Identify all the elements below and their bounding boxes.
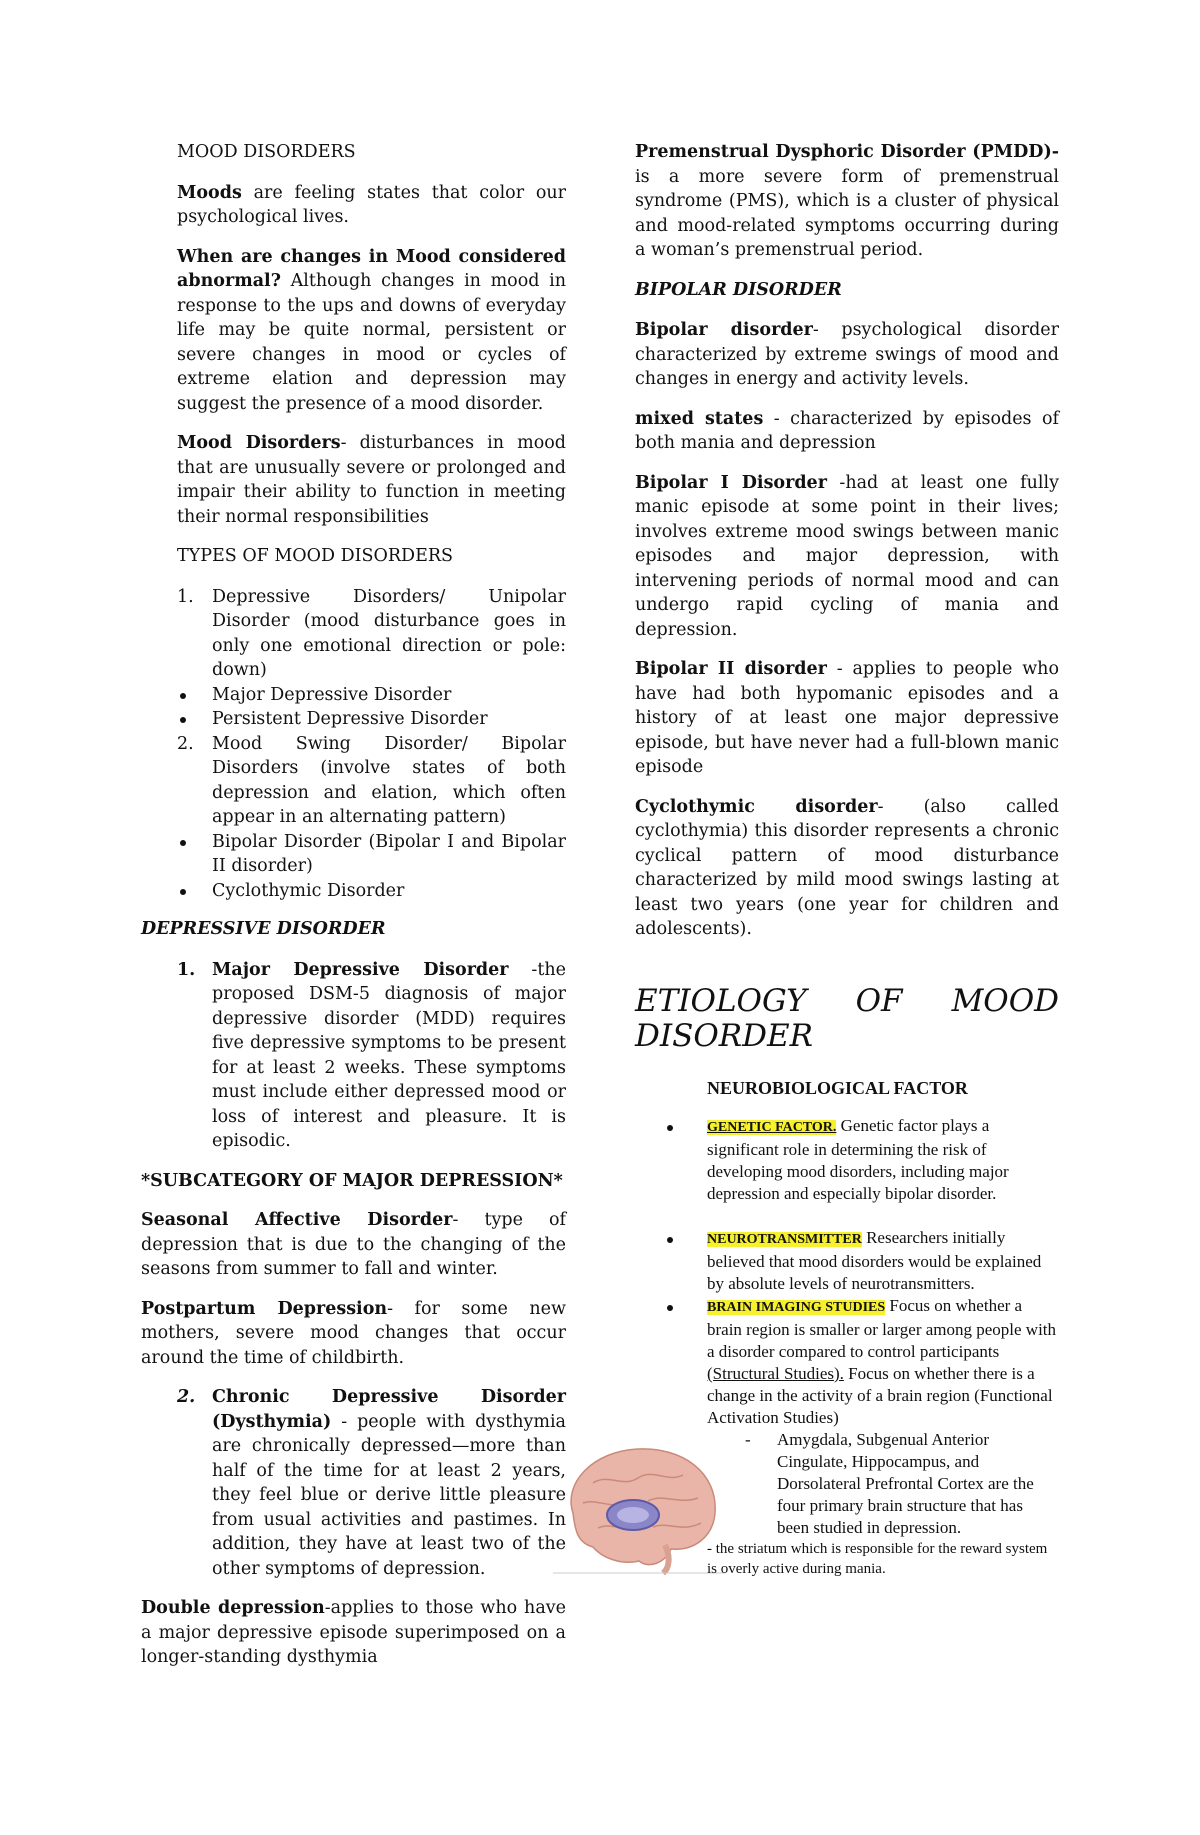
text: - psychological disorder characterized by extreme swings of mood and changes in energy and activity levels. [635,320,1059,389]
when-paragraph [177,245,566,417]
text: - for some new mothers, severe mood changes that occur around the time of childbirth. [141,1298,566,1368]
pmdd-paragraph [635,140,1059,263]
term: Cyclothymic disorder [635,796,878,817]
underlined-text: (Structural Studies). [707,1364,844,1383]
list-item [177,830,566,879]
text: Genetic factor plays a significant role in determining the risk of developing mood disorders, including major depression and especially bipolar disorder. [707,1116,1009,1203]
etiology-heading-line2: DISORDER [635,1017,813,1054]
highlighted-term: BRAIN IMAGING STUDIES [707,1300,886,1315]
bullet-icon [667,1237,673,1243]
list-text: Cyclothymic Disorder [212,880,405,901]
types-title: TYPES OF MOOD DISORDERS [177,546,454,566]
text: - (also called cyclothymia) this disorder represents a chronic cyclical pattern of mood disturbance characterized by mild mood swings lasting at least two years (one year for children and adolescents). [635,796,1059,939]
list-marker: 2. [177,733,194,754]
bullet-icon [667,1125,673,1131]
term: Bipolar I Disorder [635,472,827,493]
list-text: Persistent Depressive Disorder [212,709,488,729]
term: Moods [177,182,242,203]
text: Researchers initially believed that mood disorders would be explained by absolute levels of neurotransmitters. [707,1228,1042,1293]
bipolar-title: BIPOLAR DISORDER [635,279,842,300]
types-list [177,585,566,904]
bipolar-ii-paragraph [635,657,1059,780]
neurobiological-title: NEUROBIOLOGICAL FACTOR [707,1077,968,1098]
term: Mood Disorders [177,433,341,453]
list-item [177,585,566,683]
genetic-item [635,1115,1059,1205]
text: -the proposed DSM-5 diagnosis of major depressive disorder (MDD) requires five depressive symptoms to be present for at least 2 weeks. These symptoms must include either depressed mood or loss of interest and pleasure. It is episodic. [212,959,566,1151]
brain-imaging-item [635,1295,1059,1429]
term: Premenstrual Dysphoric Disorder (PMDD)- [635,142,1059,162]
term: Double depression [141,1598,325,1618]
cyclothymic-paragraph [635,795,1059,942]
neurotransmitter-item [635,1227,1059,1295]
list-item [177,683,566,708]
text: is a more severe form of premenstrual syndrome (PMS), which is a cluster of physical and mood-related symptoms occurring during a woman’s premenstrual period. [635,166,1059,260]
list-marker: 2. [177,1387,196,1407]
text: - disturbances in mood that are unusually severe or prolonged and impair their ability to function in meeting their normal responsibilities [177,433,566,527]
text: -applies to those who have a major depressive episode superimposed on a longer-standing dysthymia [141,1598,566,1667]
left-column [141,140,566,1685]
list-text: Bipolar Disorder (Bipolar I and Bipolar II disorder) [212,831,566,876]
dash-marker: - [745,1430,751,1449]
list-marker: 1. [177,959,196,980]
text: are feeling states that color our psychological lives. [177,182,566,227]
text: - applies to people who have had both hypomanic episodes and a history of at least one major depressive episode, but have never had a full-blown manic episode [635,659,1059,777]
term: Chronic Depressive Disorder (Dysthymia) [212,1387,566,1432]
postpartum-paragraph [141,1297,566,1371]
section-title: MOOD DISORDERS [177,142,356,162]
term: Bipolar II disorder [635,659,827,679]
bipolar-i-paragraph [635,471,1059,643]
etiology-heading: ETIOLOGY OF MOOD [635,982,1059,1019]
bullet-icon [667,1305,673,1311]
text: - characterized by episodes of both mania and depression [635,408,1059,453]
term: Bipolar disorder [635,320,813,340]
list-item [177,732,566,830]
term: mixed states [635,408,764,429]
list-marker: 1. [177,586,194,607]
striatum-note: - the striatum which is responsible for the reward system is overly active during mania. [707,1541,1048,1577]
text: - type of depression that is due to the changing of the seasons from summer to fall and winter. [141,1210,566,1279]
highlighted-term: NEUROTRANSMITTER [707,1232,862,1247]
bipolar-paragraph [635,318,1059,392]
bullet-icon [180,840,186,846]
moods-paragraph [177,181,566,230]
highlighted-term: GENETIC FACTOR. [707,1120,837,1135]
mood-disorders-paragraph [177,431,566,529]
brain-structures-item [635,1429,1059,1539]
text: - people with dysthymia are chronically depressed—more than half of the time for at least 2 years, they feel blue or derive little pleasure from usual activities and pastimes. In addition, they have at least two of the other symptoms of depression. [212,1411,566,1579]
text: Amygdala, Subgenual Anterior Cingulate, Hippocampus, and Dorsolateral Prefrontal Cortex are the four primary brain structure that has been studied in depression. [777,1430,1034,1537]
text: Focus on whether there is a change in the activity of a brain region (Functional Activation Studies) [707,1364,1053,1427]
cdd-item [177,1385,566,1581]
list-text: Major Depressive Disorder [212,684,452,705]
text: Focus on whether a brain region is smaller or larger among people with a disorder compared to control participants [707,1296,1057,1361]
term: Major Depressive Disorder [212,959,509,980]
bullet-icon [180,889,186,895]
term: When are changes in Mood considered abnormal? [177,246,566,291]
bullet-icon [180,693,186,699]
list-item [177,879,566,904]
list-text: Depressive Disorders/ Unipolar Disorder (mood disturbance goes in only one emotional direction or pole: down) [212,586,566,680]
double-depression-paragraph [141,1596,566,1670]
right-column [635,140,1059,1579]
term: *SUBCATEGORY OF MAJOR DEPRESSION* [141,1170,563,1191]
list-text: Mood Swing Disorder/ Bipolar Disorders (involve states of both depression and elation, which often appear in an alternating pattern) [212,733,566,827]
bullet-icon [180,717,186,723]
term: Postpartum Depression [141,1298,388,1319]
subcategory-title [141,1169,566,1194]
mixed-paragraph [635,407,1059,456]
text: Although changes in mood in response to the ups and downs of everyday life may be quite normal, persistent or severe changes in mood or cycles of extreme elation and depression may suggest the presence of a mood disorder. [177,271,566,414]
sad-paragraph [141,1208,566,1282]
list-item [177,707,566,732]
text: -had at least one fully manic episode at some point in their lives; involves extreme mood swings between manic episodes and major depression, with intervening periods of normal mood and can undergo rapid cycling of mania and depression. [635,472,1059,640]
term: Seasonal Affective Disorder [141,1210,453,1230]
mdd-item [177,958,566,1154]
depressive-title: DEPRESSIVE DISORDER [141,919,386,939]
